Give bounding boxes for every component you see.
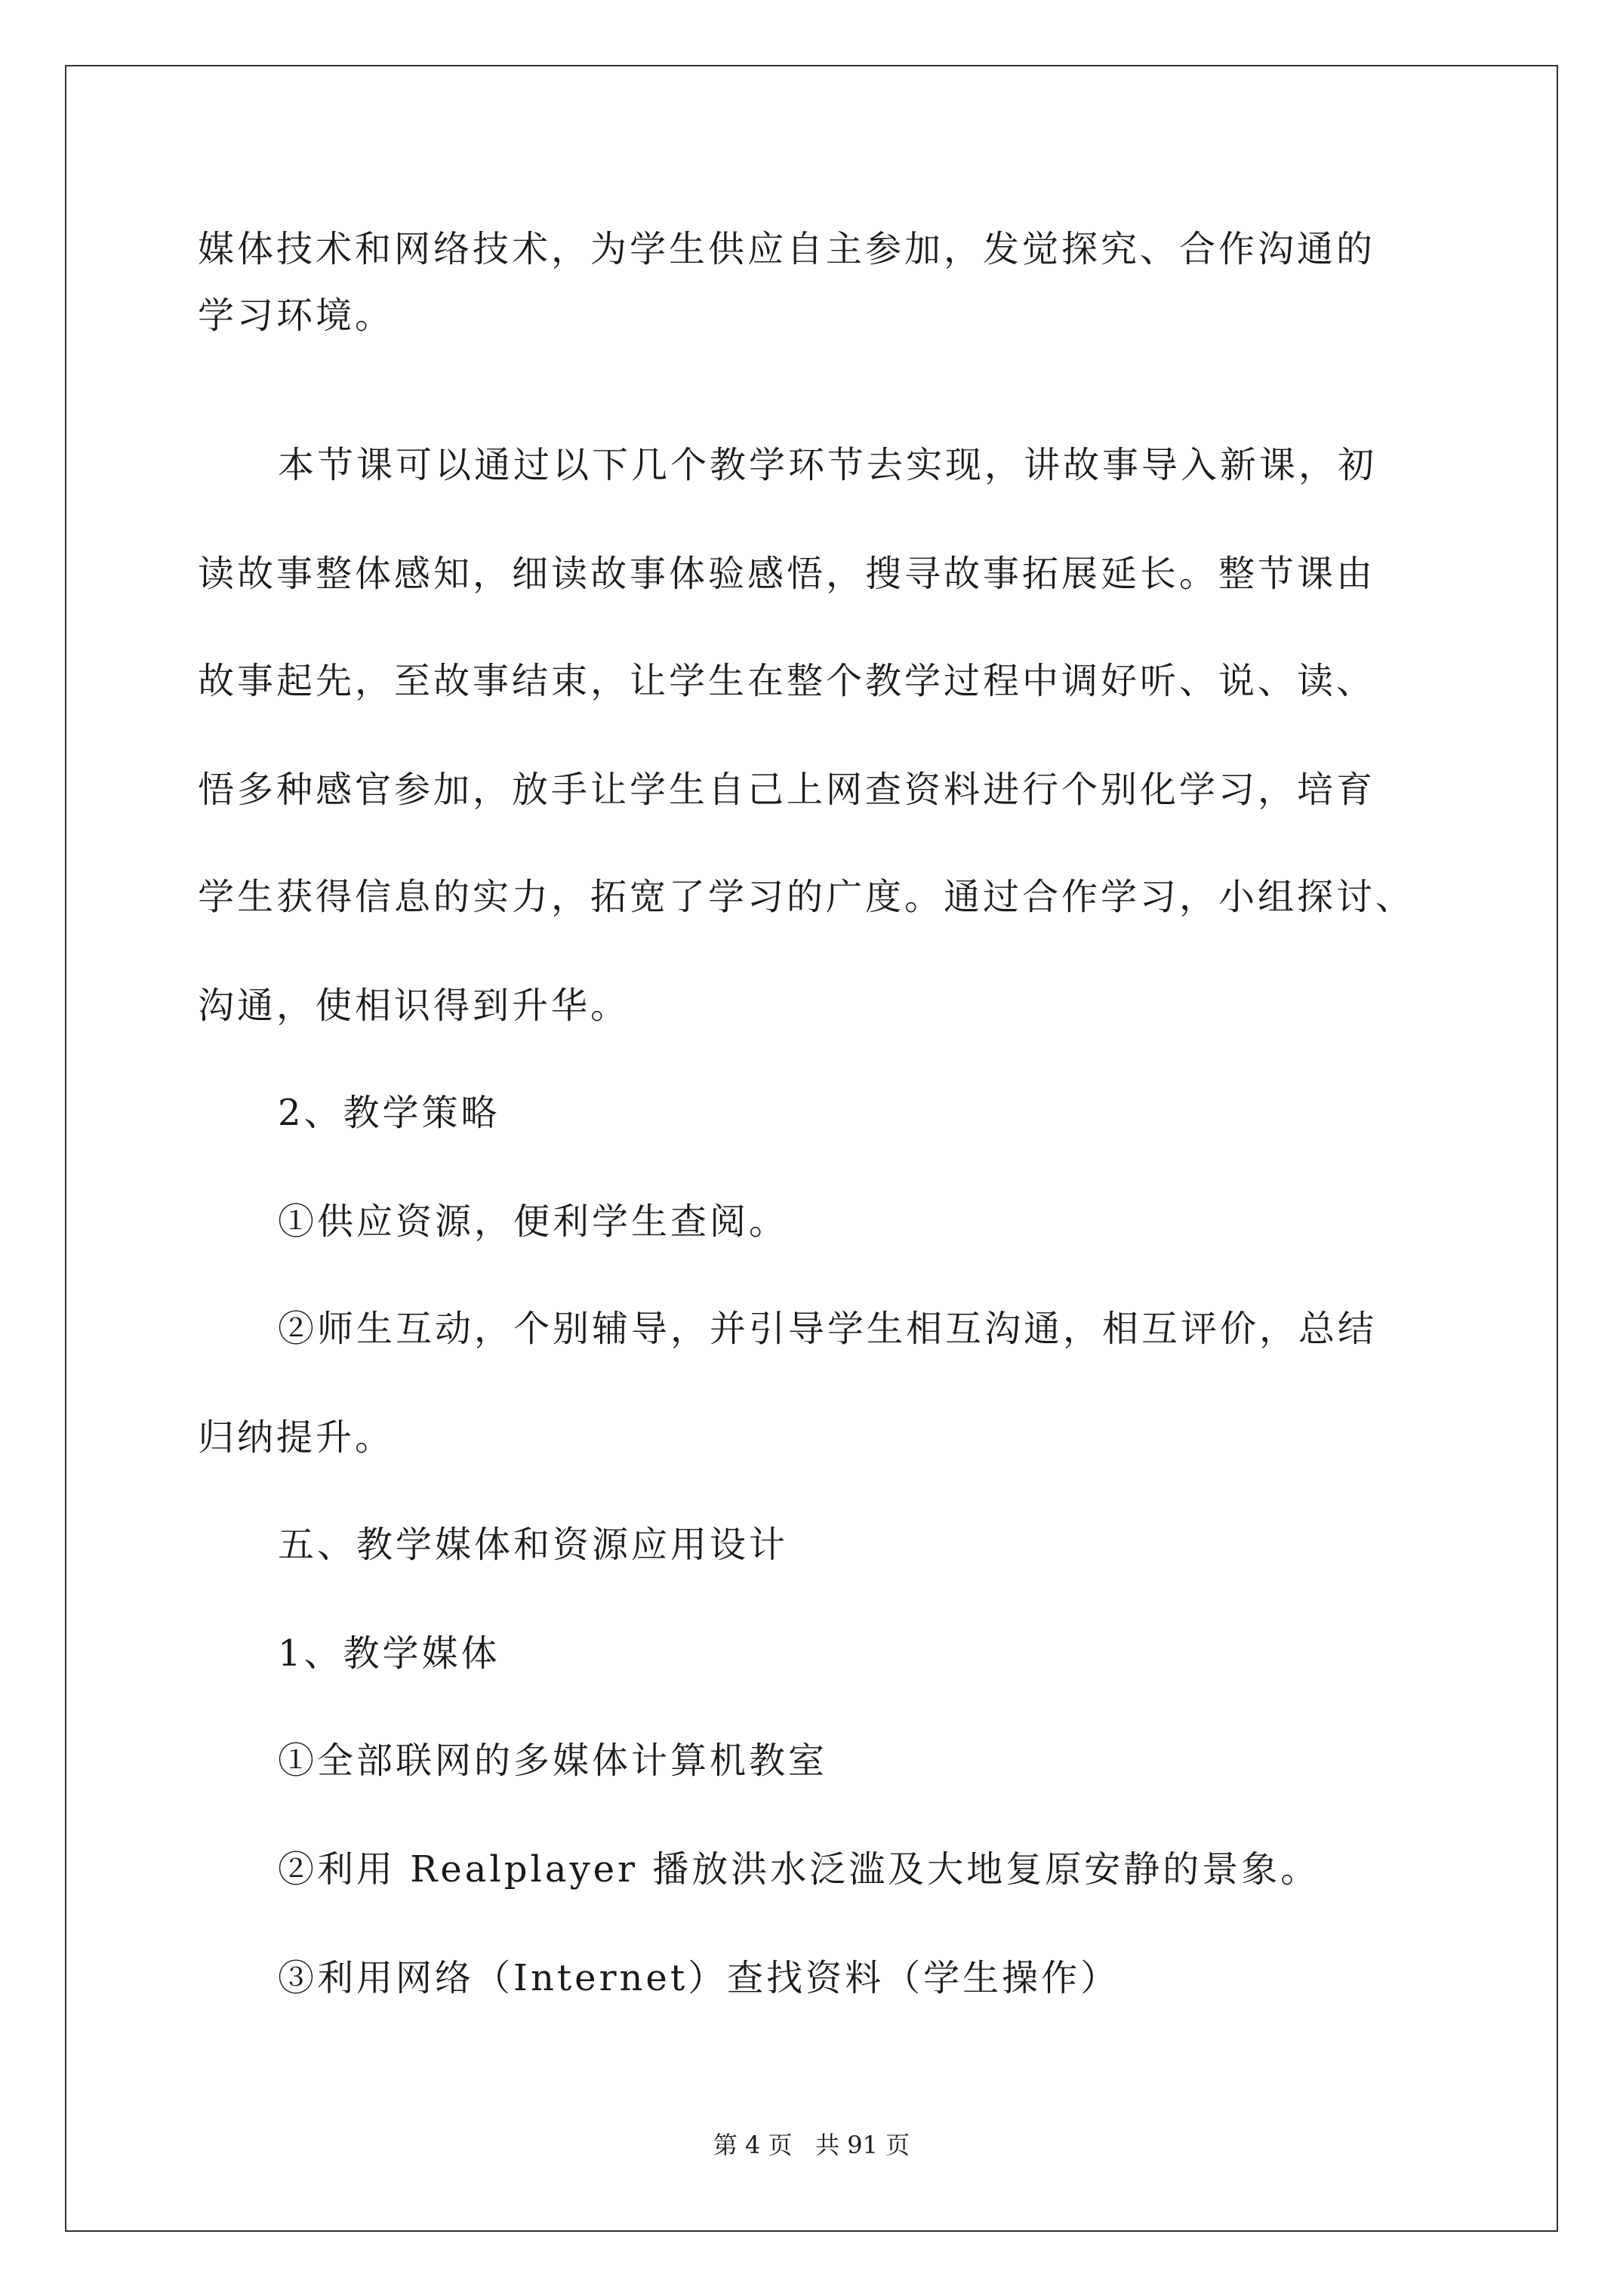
list-item: ②师生互动，个别辅导，并引导学生相互沟通，相互评价，总结 <box>278 1308 1378 1350</box>
list-item: ①供应资源，便利学生查阅。 <box>278 1200 789 1243</box>
section-heading: 五、教学媒体和资源应用设计 <box>278 1524 789 1566</box>
text-line: 悟多种感官参加，放手让学生自己上网查资料进行个别化学习，培育 <box>198 769 1376 811</box>
text-line: 媒体技术和网络技术，为学生供应自主参加，发觉探究、合作沟通的 <box>198 228 1376 270</box>
section-heading: 2、教学策略 <box>278 1092 500 1134</box>
text-line: 学生获得信息的实力，拓宽了学习的广度。通过合作学习，小组探讨、 <box>198 876 1415 918</box>
text-line: 学习环境。 <box>198 294 395 337</box>
text-line: 沟通，使相识得到升华。 <box>198 985 630 1027</box>
text-line: 读故事整体感知，细读故事体验感悟，搜寻故事拓展延长。整节课由 <box>198 553 1376 595</box>
list-item: ①全部联网的多媒体计算机教室 <box>278 1740 828 1782</box>
page-number: 第 4 页 共 91 页 <box>713 2131 910 2159</box>
section-heading: 1、教学媒体 <box>278 1632 500 1675</box>
page-border <box>65 65 1558 2232</box>
paragraph-line: 本节课可以通过以下几个教学环节去实现，讲故事导入新课，初 <box>278 444 1378 486</box>
list-item: ③利用网络（Internet）查找资料（学生操作） <box>278 1957 1120 1999</box>
text-line: 故事起先，至故事结束，让学生在整个教学过程中调好听、说、读、 <box>198 660 1376 702</box>
text-line: 归纳提升。 <box>198 1416 395 1459</box>
list-item: ②利用 Realplayer 播放洪水泛滥及大地复原安静的景象。 <box>278 1848 1320 1891</box>
